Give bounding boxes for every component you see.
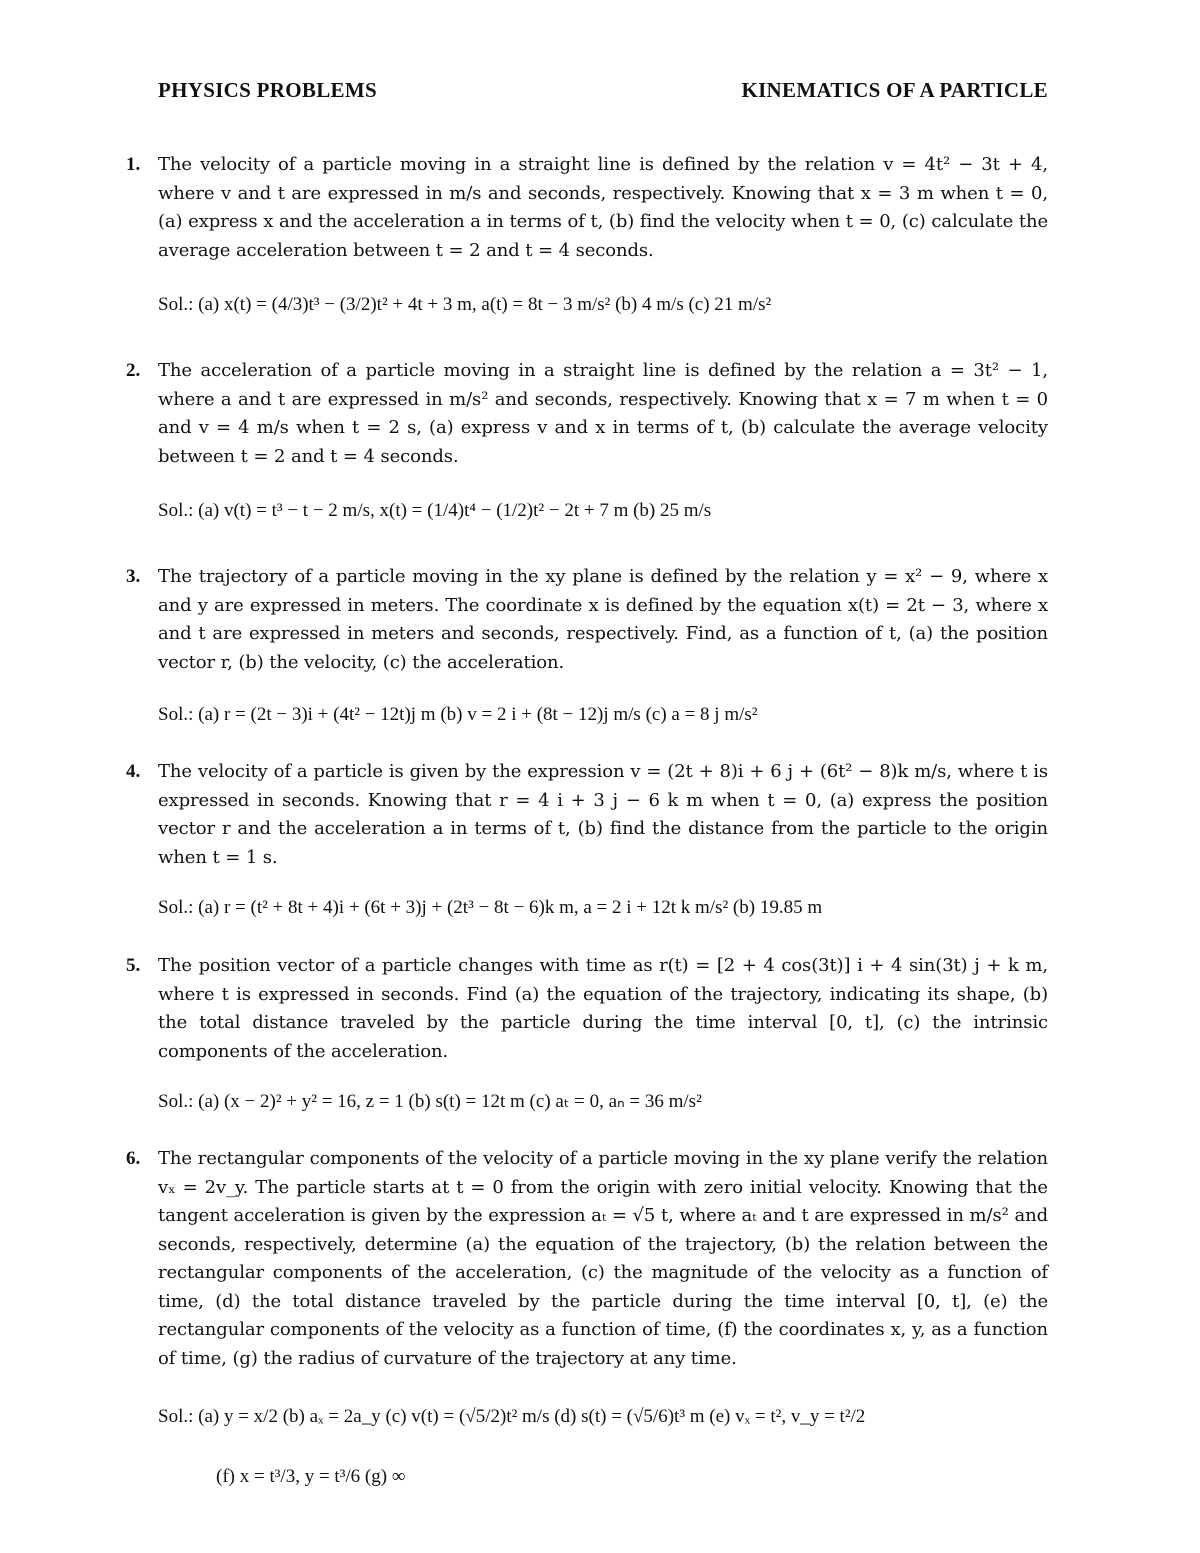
problem-5 (126, 952, 1048, 1118)
problem-solution: Sol.: (a) x(t) = (4/3)t³ − (3/2)t² + 4t + 3 m, a(t) = 8t − 3 m/s² (b) 4 m/s (c) 21 m/s² (158, 294, 772, 315)
problem-2 (126, 357, 1048, 527)
problem-statement: The position vector of a particle changes with time as r(t) = [2 + 4 cos(3t)] i + 4 sin(3t) j + k m, where t is expressed in seconds. Find (a) the equation of the trajectory, indicating its shape, (b) the total distance traveled by the particle during the time interval [0, t], (c) the intrinsic components of the acceleration. (158, 955, 1048, 1062)
problem-solution: Sol.: (a) y = x/2 (b) aₓ = 2a_y (c) v(t) = (√5/2)t² m/s (d) s(t) = (√5/6)t³ m (e) vₓ = t², v_y = t²/2 (158, 1406, 866, 1427)
page-header (158, 78, 1048, 104)
problem-solution: Sol.: (a) r = (2t − 3)i + (4t² − 12t)j m (b) v = 2 i + (8t − 12)j m/s (c) a = 8 j m/s² (158, 704, 758, 725)
problem-number: 2. (126, 360, 141, 381)
problem-number: 1. (126, 154, 141, 175)
problem-4 (126, 758, 1048, 924)
problem-number: 3. (126, 566, 141, 587)
problem-solution-continued: (f) x = t³/3, y = t³/6 (g) ∞ (216, 1466, 406, 1487)
header-left-title: PHYSICS PROBLEMS (158, 78, 377, 102)
problem-solution: Sol.: (a) r = (t² + 8t + 4)i + (6t + 3)j + (2t³ − 8t − 6)k m, a = 2 i + 12t k m/s² (b) 19.85 m (158, 897, 823, 918)
problem-number: 6. (126, 1148, 141, 1169)
problem-solution: Sol.: (a) v(t) = t³ − t − 2 m/s, x(t) = (1/4)t⁴ − (1/2)t² − 2t + 7 m (b) 25 m/s (158, 500, 712, 521)
problem-solution: Sol.: (a) (x − 2)² + y² = 16, z = 1 (b) s(t) = 12t m (c) aₜ = 0, aₙ = 36 m/s² (158, 1091, 702, 1112)
problem-statement: The acceleration of a particle moving in a straight line is defined by the relation a = 3t² − 1, where a and t are expressed in m/s² and seconds, respectively. Knowing that x = 7 m when t = 0 and v = 4 m/s when t = 2 s, (a) express v and x in terms of t, (b) calculate the average velocity between t = 2 and t = 4 seconds. (158, 360, 1048, 467)
problem-number: 4. (126, 761, 141, 782)
problem-3 (126, 563, 1048, 731)
problem-statement: The velocity of a particle moving in a straight line is defined by the relation v = 4t² − 3t + 4, where v and t are expressed in m/s and seconds, respectively. Knowing that x = 3 m when t = 0, (a) express x and the acceleration a in terms of t, (b) find the velocity when t = 0, (c) calculate the average acceleration between t = 2 and t = 4 seconds. (158, 154, 1048, 261)
problem-statement: The rectangular components of the velocity of a particle moving in the xy plane verify the relation vₓ = 2v_y. The particle starts at t = 0 from the origin with zero initial velocity. Knowing that the tangent acceleration is given by the expression aₜ = √5 t, where aₜ and t are expressed in m/s² and seconds, respectively, determine (a) the equation of the trajectory, (b) the relation between the rectangular components of the acceleration, (c) the magnitude of the velocity as a function of time, (d) the total distance traveled by the particle during the time interval [0, t], (e) the rectangular components of the velocity as a function of time, (f) the coordinates x, y, as a function of time, (g) the radius of curvature of the trajectory at any time. (158, 1148, 1048, 1369)
header-right-title: KINEMATICS OF A PARTICLE (741, 78, 1048, 102)
problem-statement: The velocity of a particle is given by the expression v = (2t + 8)i + 6 j + (6t² − 8)k m/s, where t is expressed in seconds. Knowing that r = 4 i + 3 j − 6 k m when t = 0, (a) express the position vector r and the acceleration a in terms of t, (b) find the distance from the particle to the origin when t = 1 s. (158, 761, 1048, 868)
problem-1 (126, 151, 1048, 321)
problem-statement: The trajectory of a particle moving in the xy plane is defined by the relation y = x² − 9, where x and y are expressed in meters. The coordinate x is defined by the equation x(t) = 2t − 3, where x and t are expressed in meters and seconds, respectively. Find, as a function of t, (a) the position vector r, (b) the velocity, (c) the acceleration. (158, 566, 1048, 673)
problem-number: 5. (126, 955, 141, 976)
problem-6 (126, 1145, 1048, 1493)
